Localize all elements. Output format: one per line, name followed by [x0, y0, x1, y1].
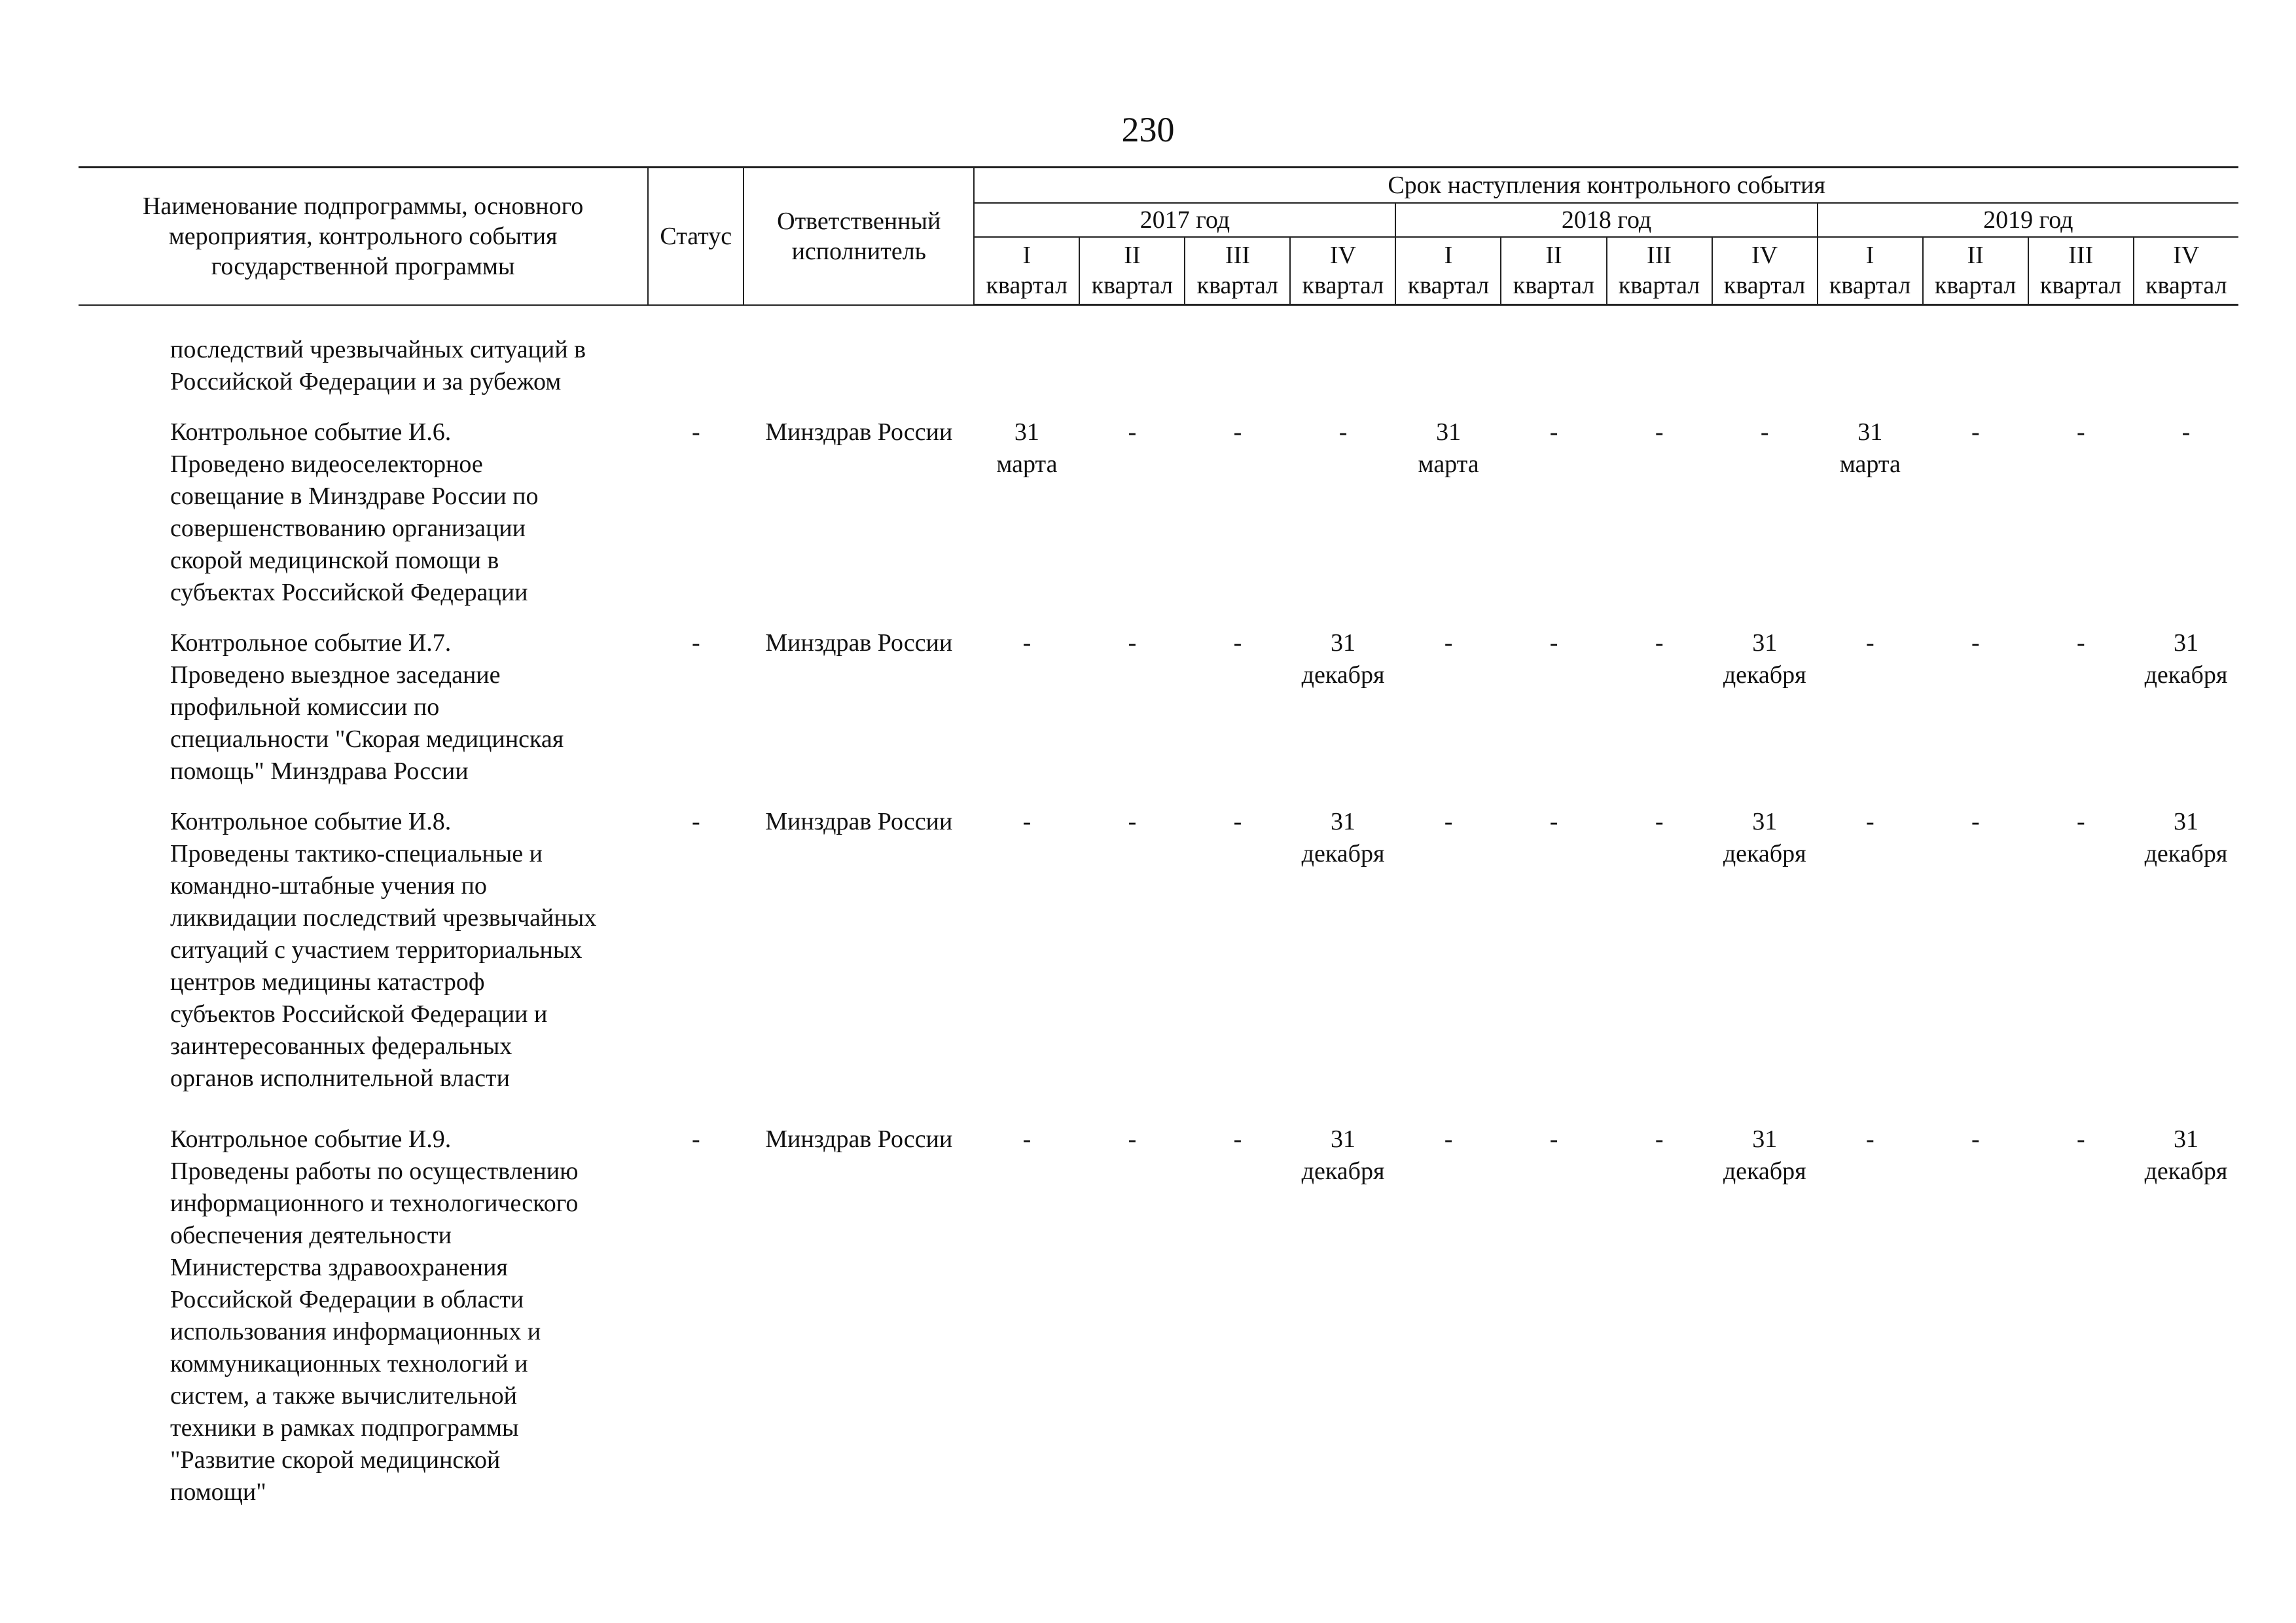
deadline-day: - — [1128, 629, 1137, 657]
deadline-day: - — [1444, 808, 1453, 835]
quarter-deadline-cell — [1396, 1104, 1501, 1518]
deadline-day: - — [1233, 808, 1242, 835]
event-name-line: командно-штабные учения по — [170, 872, 487, 900]
header-quarter-word: квартал — [986, 272, 1068, 300]
quarter-deadline-cell — [1501, 407, 1607, 618]
deadline-day: - — [1655, 418, 1664, 446]
event-name-line: коммуникационных технологий и — [170, 1350, 528, 1377]
deadline-day: - — [1444, 629, 1453, 657]
event-name-line: Проведено видеоселекторное — [170, 450, 483, 478]
deadline-day: - — [1022, 808, 1031, 835]
executor-cell: Минздрав России — [765, 629, 953, 657]
header-quarter-number: II — [1545, 242, 1562, 270]
deadline-day: - — [1971, 629, 1980, 657]
event-name-line: обеспечения деятельности — [170, 1222, 452, 1249]
deadline-day: 31 — [2173, 629, 2198, 657]
event-name-line: "Развитие скорой медицинской — [170, 1446, 501, 1474]
header-quarter-word: квартал — [1829, 272, 1911, 300]
deadline-day: - — [1549, 629, 1558, 657]
deadline-day: 31 — [1331, 808, 1356, 835]
executor-cell: Минздрав России — [765, 808, 953, 835]
quarter-deadline-cell — [2028, 618, 2134, 797]
deadline-day: 31 — [2173, 1125, 2198, 1153]
header-quarter-number: III — [1647, 242, 1672, 270]
header-quarter — [2134, 237, 2238, 305]
event-name-line: последствий чрезвычайных ситуаций в — [170, 336, 586, 363]
header-status-column: Статус — [648, 168, 744, 305]
quarter-deadline-cell — [1501, 797, 1607, 1104]
quarter-deadline-cell — [1185, 797, 1290, 1104]
event-name-line: скорой медицинской помощи в — [170, 547, 499, 574]
header-year-2019: 2019 год — [1818, 203, 2238, 237]
deadline-day: - — [1549, 808, 1558, 835]
executor-cell: Минздрав России — [765, 1125, 953, 1153]
header-quarter-word: квартал — [1091, 272, 1174, 300]
status-cell: - — [691, 629, 700, 657]
deadline-month: декабря — [1301, 840, 1385, 867]
quarter-deadline-cell — [1607, 334, 1712, 407]
event-name-line: субъектах Российской Федерации — [170, 579, 528, 606]
deadline-day: - — [1022, 629, 1031, 657]
table-row — [79, 797, 2238, 1104]
quarter-deadline-cell — [1079, 618, 1185, 797]
quarter-deadline-cell — [2028, 407, 2134, 618]
quarter-deadline-cell — [1818, 618, 1923, 797]
quarter-deadline-cell — [1923, 407, 2028, 618]
header-quarter-number: I — [1022, 242, 1031, 270]
header-quarter-number: IV — [1329, 242, 1356, 270]
event-name-line: помощь" Минздрава России — [170, 757, 469, 785]
header-quarter-word: квартал — [1407, 272, 1490, 300]
deadline-day: 31 — [1752, 629, 1778, 657]
quarter-deadline-cell — [1079, 407, 1185, 618]
header-quarter-word: квартал — [2145, 272, 2227, 300]
deadline-month: декабря — [1301, 1158, 1385, 1185]
deadline-month: декабря — [1723, 1158, 1806, 1185]
deadline-day: 31 — [2173, 808, 2198, 835]
event-name-cell — [79, 407, 648, 618]
quarter-deadline-cell — [1185, 1104, 1290, 1518]
header-quarter-number: I — [1444, 242, 1453, 270]
page-number: 230 — [1121, 110, 1175, 149]
quarter-deadline-cell — [2134, 618, 2238, 797]
header-name-column: Наименование подпрограммы, основного мероприятия, контрольного события государственной программы — [79, 168, 648, 305]
event-name-line: ликвидации последствий чрезвычайных — [170, 904, 597, 932]
quarter-deadline-cell — [1923, 334, 2028, 407]
schedule-table-body — [79, 334, 2238, 1518]
event-name-cell — [79, 1104, 648, 1518]
status-cell: - — [691, 1125, 700, 1153]
status-cell: - — [691, 808, 700, 835]
header-quarter — [1395, 237, 1501, 305]
quarter-deadline-cell — [1607, 1104, 1712, 1518]
header-executor-column: Ответственный исполнитель — [744, 168, 974, 305]
header-quarter — [1185, 237, 1290, 305]
header-quarter-word: квартал — [1723, 272, 1806, 300]
table-row — [79, 618, 2238, 797]
quarter-deadline-cell — [1079, 797, 1185, 1104]
quarter-deadline-cell — [1923, 1104, 2028, 1518]
quarter-deadline-cell — [1501, 618, 1607, 797]
quarter-deadline-cell — [1501, 334, 1607, 407]
quarter-deadline-cell — [2134, 797, 2238, 1104]
quarter-deadline-cell — [974, 797, 1079, 1104]
header-quarter — [1818, 237, 1923, 305]
quarter-deadline-cell — [1291, 407, 1396, 618]
quarter-deadline-cell — [1923, 618, 2028, 797]
event-name-line: использования информационных и — [170, 1318, 541, 1345]
quarter-deadline-cell — [1818, 797, 1923, 1104]
deadline-day: - — [2077, 629, 2085, 657]
event-name-line: субъектов Российской Федерации и — [170, 1000, 548, 1028]
header-quarter-word: квартал — [1513, 272, 1595, 300]
quarter-deadline-cell — [1396, 797, 1501, 1104]
event-name-line: заинтересованных федеральных — [170, 1032, 512, 1060]
quarter-deadline-cell — [2028, 797, 2134, 1104]
deadline-day: - — [1128, 808, 1137, 835]
quarter-deadline-cell — [974, 1104, 1079, 1518]
header-deadline-group: Срок наступления контрольного события — [974, 168, 2238, 203]
deadline-day: - — [1233, 629, 1242, 657]
event-name-line: органов исполнительной власти — [170, 1065, 510, 1092]
quarter-deadline-cell — [2028, 334, 2134, 407]
deadline-day: - — [2181, 418, 2191, 446]
deadline-month: марта — [1418, 450, 1479, 478]
executor-cell: Минздрав России — [765, 418, 953, 446]
header-quarter-number: II — [1124, 242, 1141, 270]
quarter-deadline-cell — [1818, 1104, 1923, 1518]
deadline-day: - — [1971, 1125, 1980, 1153]
quarter-deadline-cell — [1079, 334, 1185, 407]
deadline-month: декабря — [1301, 661, 1385, 689]
event-name-line: центров медицины катастроф — [170, 968, 485, 996]
quarter-deadline-cell — [1291, 618, 1396, 797]
deadline-day: - — [1022, 1125, 1031, 1153]
deadline-day: 31 — [1752, 1125, 1778, 1153]
event-name-line: Контрольное событие И.8. — [170, 808, 452, 835]
quarter-deadline-cell — [1185, 334, 1290, 407]
quarter-deadline-cell — [1291, 797, 1396, 1104]
header-quarter-number: IV — [2173, 242, 2200, 270]
deadline-day: - — [2077, 808, 2085, 835]
event-name-line: Проведены работы по осуществлению — [170, 1158, 579, 1185]
header-quarter — [1501, 237, 1606, 305]
quarter-deadline-cell — [1607, 407, 1712, 618]
event-name-cell — [79, 618, 648, 797]
deadline-day: - — [1233, 1125, 1242, 1153]
quarter-deadline-cell — [1607, 797, 1712, 1104]
quarter-deadline-cell — [2134, 407, 2238, 618]
deadline-day: - — [1549, 1125, 1558, 1153]
deadline-month: декабря — [1723, 661, 1806, 689]
header-quarter-number: I — [1865, 242, 1874, 270]
header-quarter-number: IV — [1751, 242, 1778, 270]
deadline-day: - — [1865, 1125, 1874, 1153]
deadline-day: 31 — [1857, 418, 1883, 446]
quarter-deadline-cell — [1396, 407, 1501, 618]
header-quarter — [2028, 237, 2134, 305]
deadline-day: - — [1444, 1125, 1453, 1153]
quarter-deadline-cell — [1712, 1104, 1818, 1518]
event-name-line: профильной комиссии по — [170, 693, 440, 721]
quarter-deadline-cell — [1923, 797, 2028, 1104]
header-quarter — [1290, 237, 1395, 305]
table-row — [79, 407, 2238, 618]
quarter-deadline-cell — [1291, 1104, 1396, 1518]
quarter-deadline-cell — [1712, 797, 1818, 1104]
quarter-deadline-cell — [2134, 334, 2238, 407]
event-name-line: техники в рамках подпрограммы — [170, 1414, 519, 1442]
deadline-day: 31 — [1436, 418, 1462, 446]
table-row — [79, 334, 2238, 407]
executor-cell — [744, 334, 974, 407]
deadline-day: - — [2077, 418, 2085, 446]
deadline-month: марта — [1839, 450, 1901, 478]
event-name-line: ситуаций с участием территориальных — [170, 936, 583, 964]
deadline-day: - — [2077, 1125, 2085, 1153]
deadline-day: 31 — [1331, 629, 1356, 657]
header-quarter — [1923, 237, 2028, 305]
event-name-line: Проведены тактико-специальные и — [170, 840, 543, 867]
quarter-deadline-cell — [1607, 618, 1712, 797]
schedule-table-header — [79, 166, 2238, 306]
quarter-deadline-cell — [2134, 1104, 2238, 1518]
deadline-month: декабря — [2144, 661, 2228, 689]
quarter-deadline-cell — [1501, 1104, 1607, 1518]
event-name-line: Проведено выездное заседание — [170, 661, 501, 689]
event-name-line: Контрольное событие И.6. — [170, 418, 452, 446]
deadline-month: марта — [996, 450, 1058, 478]
quarter-deadline-cell — [1712, 618, 1818, 797]
event-name-line: помощи" — [170, 1478, 266, 1506]
event-name-line: Министерства здравоохранения — [170, 1254, 508, 1281]
deadline-month: декабря — [1723, 840, 1806, 867]
deadline-day: - — [1233, 418, 1242, 446]
deadline-day: - — [1655, 808, 1664, 835]
header-quarter-number: III — [1225, 242, 1250, 270]
deadline-month: декабря — [2144, 1158, 2228, 1185]
quarter-deadline-cell — [1712, 407, 1818, 618]
header-quarter — [1712, 237, 1818, 305]
event-name-line: специальности "Скорая медицинская — [170, 725, 564, 753]
header-quarter-word: квартал — [1618, 272, 1700, 300]
quarter-deadline-cell — [1396, 334, 1501, 407]
event-name-line: информационного и технологического — [170, 1190, 579, 1217]
header-quarter-word: квартал — [1196, 272, 1279, 300]
header-year-2017: 2017 год — [974, 203, 1395, 237]
event-name-line: Российской Федерации в области — [170, 1286, 524, 1313]
deadline-day: - — [1971, 808, 1980, 835]
deadline-month: декабря — [2144, 840, 2228, 867]
header-quarter-word: квартал — [2039, 272, 2122, 300]
event-name-cell — [79, 797, 648, 1104]
event-name-line: совершенствованию организации — [170, 515, 526, 542]
quarter-deadline-cell — [1818, 407, 1923, 618]
deadline-day: - — [1971, 418, 1980, 446]
quarter-deadline-cell — [974, 407, 1079, 618]
quarter-deadline-cell — [1396, 618, 1501, 797]
deadline-day: - — [1128, 1125, 1137, 1153]
table-row — [79, 1104, 2238, 1518]
header-quarter — [974, 237, 1079, 305]
quarter-deadline-cell — [1185, 618, 1290, 797]
status-cell: - — [691, 418, 700, 446]
deadline-day: - — [1655, 629, 1664, 657]
quarter-deadline-cell — [1079, 1104, 1185, 1518]
event-name-line: Контрольное событие И.7. — [170, 629, 452, 657]
deadline-day: - — [1760, 418, 1769, 446]
deadline-day: 31 — [1752, 808, 1778, 835]
header-quarter — [1079, 237, 1185, 305]
quarter-deadline-cell — [1291, 334, 1396, 407]
quarter-deadline-cell — [974, 334, 1079, 407]
deadline-day: - — [1655, 1125, 1664, 1153]
deadline-day: - — [1865, 629, 1874, 657]
quarter-deadline-cell — [2028, 1104, 2134, 1518]
status-cell — [648, 334, 744, 407]
deadline-day: - — [1128, 418, 1137, 446]
deadline-day: 31 — [1014, 418, 1039, 446]
quarter-deadline-cell — [1818, 334, 1923, 407]
header-quarter-number: II — [1967, 242, 1984, 270]
header-quarter-number: III — [2068, 242, 2094, 270]
deadline-day: - — [1549, 418, 1558, 446]
quarter-deadline-cell — [1712, 334, 1818, 407]
event-name-line: Российской Федерации и за рубежом — [170, 368, 562, 395]
header-year-2018: 2018 год — [1395, 203, 1817, 237]
event-name-line: систем, а также вычислительной — [170, 1382, 517, 1410]
deadline-day: - — [1338, 418, 1348, 446]
deadline-day: 31 — [1331, 1125, 1356, 1153]
header-quarter — [1607, 237, 1712, 305]
event-name-line: совещание в Минздраве России по — [170, 483, 539, 510]
event-name-line: Контрольное событие И.9. — [170, 1125, 452, 1153]
deadline-day: - — [1865, 808, 1874, 835]
header-quarter-word: квартал — [1934, 272, 2017, 300]
event-name-cell — [79, 334, 648, 407]
quarter-deadline-cell — [974, 618, 1079, 797]
quarter-deadline-cell — [1185, 407, 1290, 618]
header-quarter-word: квартал — [1302, 272, 1384, 300]
